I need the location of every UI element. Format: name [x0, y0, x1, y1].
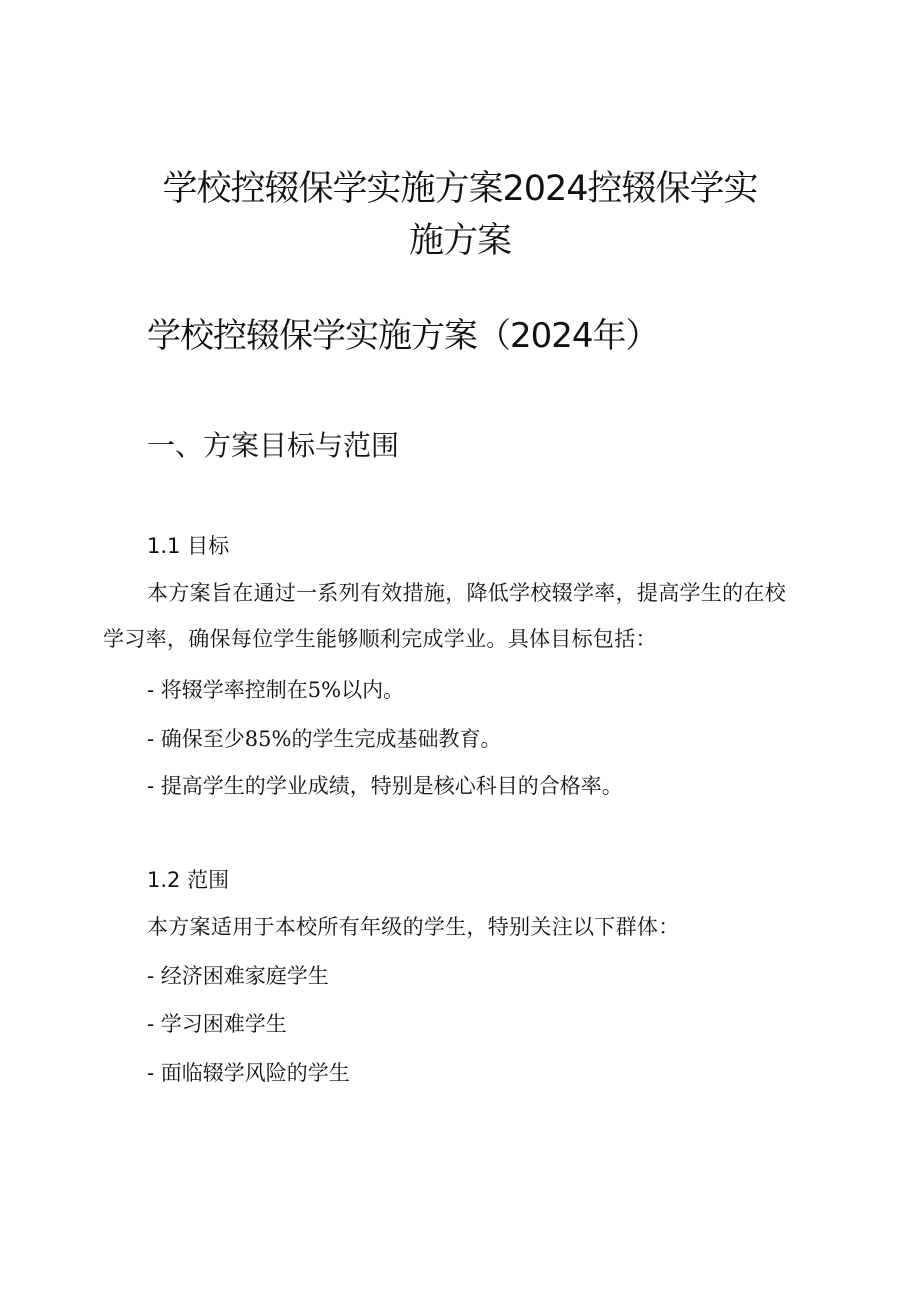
scope-list-item: - 学习困难学生	[147, 1012, 287, 1036]
goal-intro-paragraph: 本方案旨在通过一系列有效措施，降低学校辍学率，提高学生的在校学习率，确保每位学生能够顺利完成学业。具体目标包括：	[103, 581, 786, 651]
goal-list-item: - 确保至少85%的学生完成基础教育。	[147, 727, 502, 751]
goal-list-item: - 提高学生的学业成绩，特别是核心科目的合格率。	[147, 774, 623, 798]
goal-list-item: - 将辍学率控制在5%以内。	[147, 678, 405, 702]
section-heading-goals-scope: 一、方案目标与范围	[147, 429, 400, 462]
scope-list-item: - 经济困难家庭学生	[147, 964, 329, 988]
scope-list-item: - 面临辍学风险的学生	[147, 1061, 350, 1085]
subsection-heading-goal: 1.1 目标	[147, 534, 230, 558]
scope-intro-paragraph: 本方案适用于本校所有年级的学生，特别关注以下群体：	[147, 915, 680, 939]
document-title: 学校控辍保学实施方案2024控辍保学实施方案	[162, 169, 758, 261]
plan-heading: 学校控辍保学实施方案（2024年）	[147, 316, 659, 356]
subsection-heading-scope: 1.2 范围	[147, 868, 230, 892]
